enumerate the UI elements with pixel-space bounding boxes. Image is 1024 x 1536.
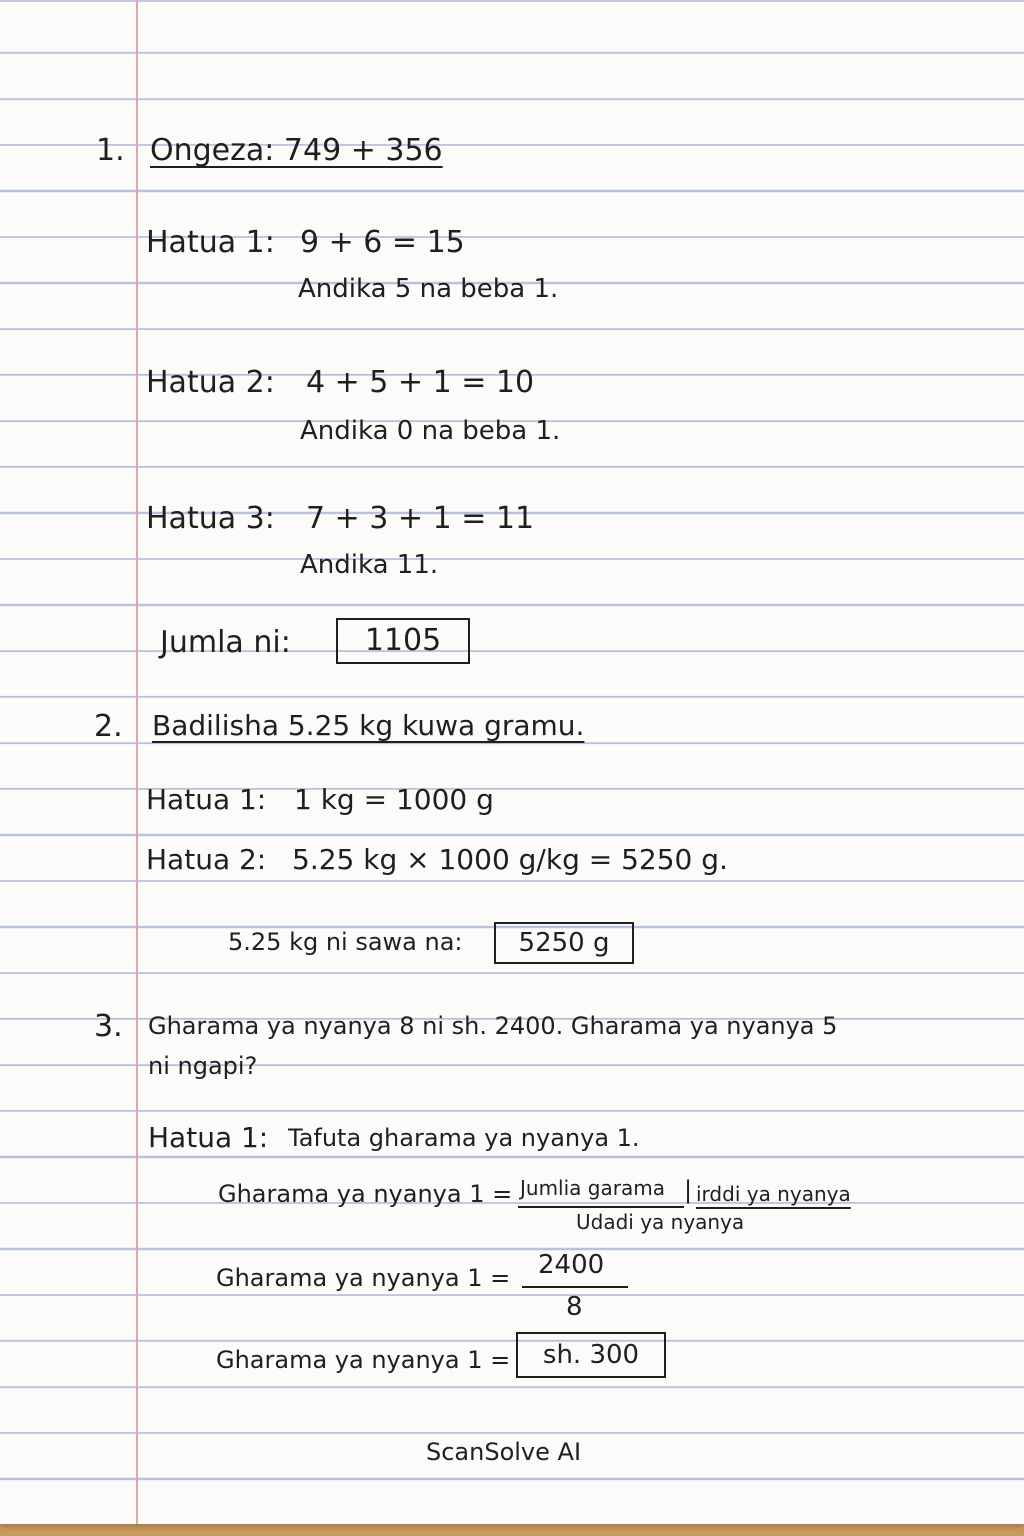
formula1-fraction-bar	[518, 1206, 684, 1208]
formula2-denominator: 8	[566, 1292, 583, 1322]
formula2-fraction-bar	[522, 1286, 628, 1288]
problem1-step3-note: Andika 11.	[300, 550, 439, 580]
problem2-step1-expr: 1 kg = 1000 g	[294, 783, 494, 816]
problem1-step2-expr: 4 + 5 + 1 = 10	[306, 365, 535, 400]
problem1-step3-expr: 7 + 3 + 1 = 11	[306, 501, 535, 536]
problem3-title-line1: Gharama ya nyanya 8 ni sh. 2400. Gharama ya nyanya 5	[148, 1012, 838, 1040]
formula1-lhs: Gharama ya nyanya 1 =	[218, 1180, 513, 1208]
formula1-separator: |	[684, 1176, 693, 1204]
problem2-result-box: 5250 g	[494, 922, 634, 964]
problem3-step1-label: Hatua 1:	[148, 1121, 269, 1154]
problem3-number: 3.	[94, 1009, 123, 1044]
formula1-extra: irddi ya nyanya	[696, 1182, 851, 1206]
problem1-step2-note: Andika 0 na beba 1.	[300, 416, 561, 446]
problem1-step1-label: Hatua 1:	[146, 225, 275, 260]
formula2-lhs: Gharama ya nyanya 1 =	[216, 1264, 511, 1292]
problem2-number: 2.	[94, 709, 123, 744]
problem2-step2-expr: 5.25 kg × 1000 g/kg = 5250 g.	[292, 843, 728, 876]
problem2-title: Badilisha 5.25 kg kuwa gramu.	[152, 709, 585, 742]
footer-brand: ScanSolve AI	[426, 1438, 582, 1466]
problem1-title: Ongeza: 749 + 356	[150, 133, 443, 168]
problem1-step3-label: Hatua 3:	[146, 501, 275, 536]
formula1-numerator: Jumlia garama	[520, 1176, 665, 1200]
problem1-step1-note: Andika 5 na beba 1.	[298, 274, 559, 304]
formula3-lhs: Gharama ya nyanya 1 =	[216, 1346, 511, 1374]
margin-line	[136, 0, 138, 1524]
problem2-step2-label: Hatua 2:	[146, 843, 267, 876]
problem3-step1-text: Tafuta gharama ya nyanya 1.	[288, 1124, 640, 1152]
problem1-step1-expr: 9 + 6 = 15	[300, 225, 465, 260]
problem2-result-label: 5.25 kg ni sawa na:	[228, 928, 463, 956]
problem1-step2-label: Hatua 2:	[146, 365, 275, 400]
problem2-step1-label: Hatua 1:	[146, 783, 267, 816]
problem3-title-line2: ni ngapi?	[148, 1052, 258, 1080]
formula1-denominator: Udadi ya nyanya	[576, 1210, 745, 1234]
formula2-numerator: 2400	[538, 1250, 605, 1280]
problem1-result-label: Jumla ni:	[160, 625, 291, 660]
problem1-number: 1.	[96, 133, 125, 168]
formula3-result-box: sh. 300	[516, 1332, 666, 1378]
problem1-result-box: 1105	[336, 618, 470, 664]
